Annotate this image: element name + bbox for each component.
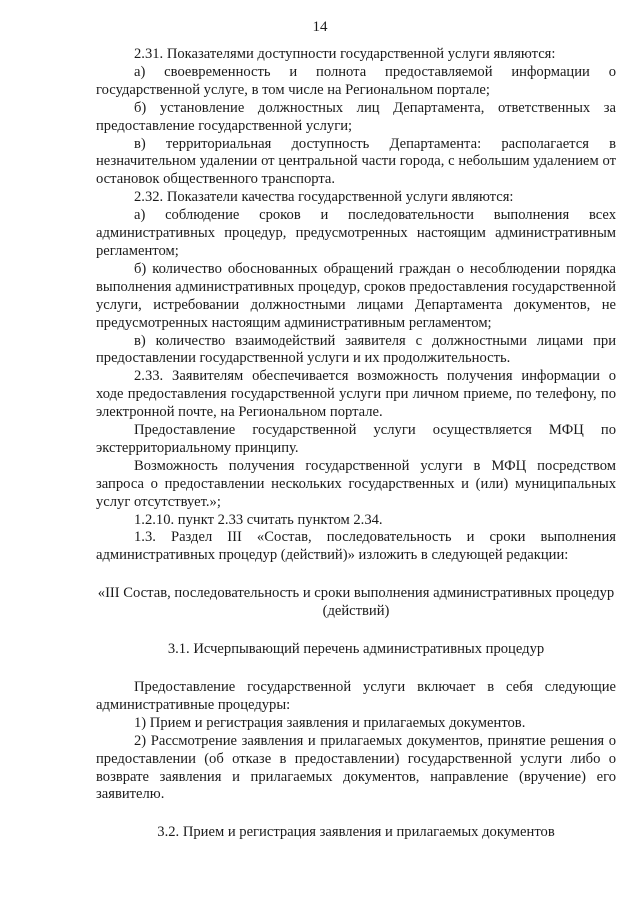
paragraph-2-31-b: б) установление должностных лиц Департамента, ответственных за предоставление государственной услуги;: [96, 99, 616, 134]
paragraph-mfc-extraterritorial: Предоставление государственной услуги осуществляется МФЦ по экстерриториальному принципу.: [96, 422, 616, 456]
paragraph-mfc-complex-request: Возможность получения государственной услуги в МФЦ посредством запроса о предоставлении нескольких государственных и (или) муниципальных услуг отсутствует.»;: [96, 457, 616, 510]
spacer: [96, 659, 616, 679]
paragraph-2-32-v: в) количество взаимодействий заявителя с должностными лицами при предоставлении государственной услуги и их продолжительность.: [96, 332, 616, 367]
paragraph-2-33: 2.33. Заявителям обеспечивается возможность получения информации о ходе предоставления государственной услуги при личном приеме, по телефону, по электронной почте, на Региональном портале.: [96, 368, 616, 421]
paragraph-2-31-a: а) своевременность и полнота предоставляемой информации о государственной услуге, в том числе на Региональном портале;: [96, 63, 616, 98]
subsection-3-2-heading: 3.2. Прием и регистрация заявления и прилагаемых документов: [157, 824, 555, 841]
spacer: [96, 621, 616, 641]
paragraph-1-3: 1.3. Раздел III «Состав, последовательность и сроки выполнения административных процедур (действий)» изложить в следующей редакции:: [96, 529, 616, 564]
paragraph-2-32: 2.32. Показатели качества государственной услуги являются:: [134, 189, 514, 206]
spacer: [96, 565, 616, 585]
paragraph-2-31-v: в) территориальная доступность Департамента: располагается в незначительном удалении от центральной части города, с небольшим удалением от остановок общественного транспорта.: [96, 135, 616, 188]
subsection-3-1-heading: 3.1. Исчерпывающий перечень административных процедур: [167, 641, 545, 658]
paragraph-3-1-intro: Предоставление государственной услуги включает в себя следующие административные процедуры:: [96, 679, 616, 713]
paragraph-3-1-item-2: 2) Рассмотрение заявления и прилагаемых документов, принятие решения о предоставлении (об отказе в предоставлении) государственной услуги либо о возврате заявления и прилагаемых документов, направление (вручение) его заявителю.: [96, 732, 616, 803]
paragraph-2-31: 2.31. Показателями доступности государственной услуги являются:: [134, 46, 556, 62]
document-body: [96, 46, 616, 842]
paragraph-1-2-10: 1.2.10. пункт 2.33 считать пунктом 2.34.: [134, 511, 383, 528]
page-number: 14: [312, 19, 328, 35]
paragraph-2-32-a: а) соблюдение сроков и последовательности выполнения всех административных процедур, предусмотренных настоящим административным регламентом;: [96, 207, 616, 259]
spacer: [96, 804, 616, 824]
section-iii-heading: «III Состав, последовательность и сроки выполнения административных процедур (действий): [97, 585, 615, 620]
paragraph-3-1-item-1: 1) Прием и регистрация заявления и прилагаемых документов.: [134, 714, 526, 731]
paragraph-2-32-b: б) количество обоснованных обращений граждан о несоблюдении порядка выполнения административных процедур, сроков предоставления государственной услуги, истребовании должностными лицами Департамента документов, не предусмотренных настоящим административным регламентом;: [96, 260, 616, 331]
